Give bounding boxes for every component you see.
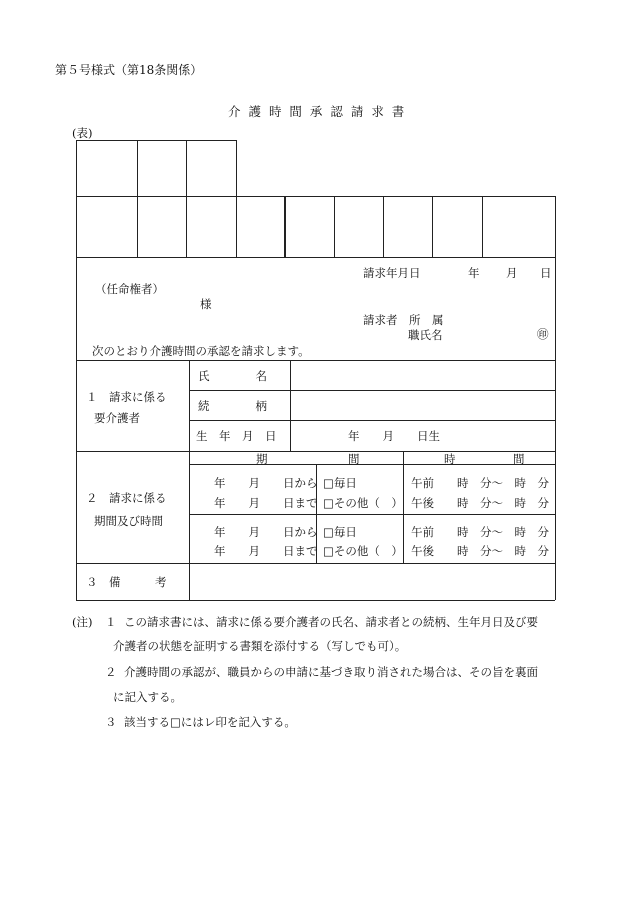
birth-label: 生 年 月 日 [196, 429, 277, 443]
honorific: 様 [200, 297, 212, 311]
note-text: に記入する。 [113, 690, 182, 704]
birth-value: 年 月 日生 [348, 429, 440, 443]
request-date-year: 年 [468, 266, 480, 280]
request-intro: 次のとおり介護時間の承認を請求します。 [92, 344, 310, 358]
document-title: 介 護 時 間 承 認 請 求 書 [228, 104, 407, 119]
period-time: 午前 時 分～ 時 分 [411, 525, 549, 539]
request-date-label: 請求年月日 [363, 266, 421, 280]
note-text: 介護時間の承認が、職員からの申請に基づき取り消された場合は、その旨を裏面 [124, 665, 538, 679]
appointer-label: （任命権者） [95, 282, 164, 296]
period-date: 年 月 日まで [214, 544, 318, 558]
form-number: 第５号様式（第18条関係） [55, 63, 203, 77]
period-header: 期 間 [256, 452, 360, 466]
period-option: □毎日 [323, 525, 357, 539]
period-option: □その他（ ） [323, 496, 403, 510]
period-time: 午前 時 分～ 時 分 [411, 476, 549, 490]
note-number: ２ [105, 665, 117, 679]
seal-mark: ㊞ [537, 327, 549, 341]
period-date: 年 月 日から [214, 525, 318, 539]
period-option: □その他（ ） [323, 544, 403, 558]
name-label: 氏 名 [198, 369, 267, 383]
period-date: 年 月 日から [214, 476, 318, 490]
requester-position-name: 職氏名 [408, 328, 443, 342]
section2-label: ２ 請求に係る [86, 491, 167, 505]
period-date: 年 月 日まで [214, 496, 318, 510]
section2-label-sub: 期間及び時間 [94, 514, 163, 528]
section1-label-sub: 要介護者 [94, 411, 140, 425]
period-option: □毎日 [323, 476, 357, 490]
time-header: 時 間 [444, 452, 525, 466]
section1-label: １ 請求に係る [86, 390, 167, 404]
requester-affiliation: 請求者 所 属 [363, 313, 444, 327]
note-text: この請求書には、請求に係る要介護者の氏名、請求者との続柄、生年月日及び要 [124, 615, 538, 629]
relation-label: 続 柄 [198, 399, 267, 413]
note-number: ３ [105, 715, 117, 729]
side-label: (表) [72, 126, 93, 140]
request-date-month: 月 [506, 266, 518, 280]
note-text: 介護者の状態を証明する書類を添付する（写しでも可）。 [113, 639, 407, 653]
remarks-label: ３ 備 考 [86, 575, 167, 589]
note-number: １ [105, 615, 117, 629]
notes-prefix: (注) [72, 615, 93, 629]
period-time: 午後 時 分～ 時 分 [411, 496, 549, 510]
period-time: 午後 時 分～ 時 分 [411, 544, 549, 558]
request-date-day: 日 [540, 266, 552, 280]
note-text: 該当する□にはレ印を記入する。 [124, 715, 296, 729]
